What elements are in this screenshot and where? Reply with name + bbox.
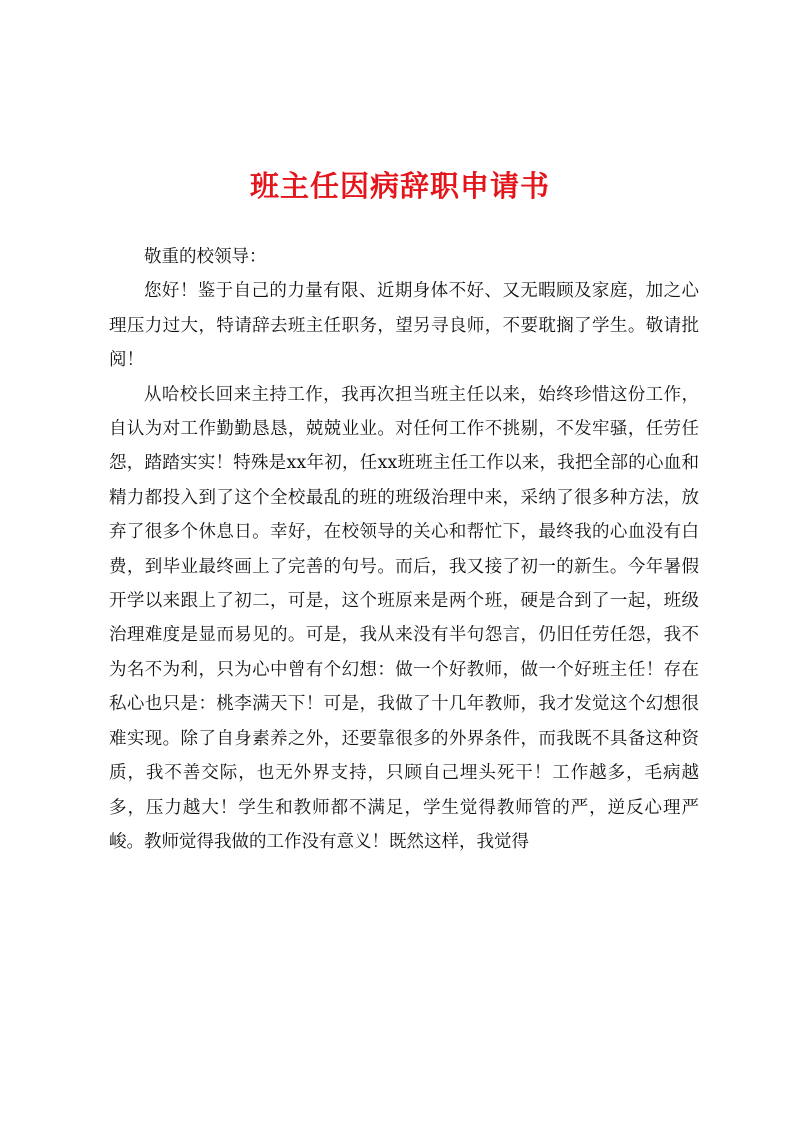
paragraph-main: 从哈校长回来主持工作，我再次担当班主任以来，始终珍惜这份工作，自认为对工作勤勤恳恳，兢兢业业。对任何工作不挑剔，不发牢骚，任劳任怨，踏踏实实！特殊是xx年初，任xx班班主任工作以来，我把全部的心血和精力都投入到了这个全校最乱的班的班级治理中来，采纳了很多种方法，放弃了很多个休息日。幸好，在校领导的关心和帮忙下，最终我的心血没有白费，到毕业最终画上了完善的句号。而后，我又接了初一的新生。今年暑假开学以来跟上了初二，可是，这个班原来是两个班，硬是合到了一起，班级治理难度是显而易见的。可是，我从来没有半句怨言，仍旧任劳任怨，我不为名不为利，只为心中曾有个幻想：做一个好教师，做一个好班主任！存在私心也只是：桃李满天下！可是，我做了十几年教师，我才发觉这个幻想很难实现。除了自身素养之外，还要靠很多的外界条件，而我既不具备这种资质，我不善交际，也无外界支持，只顾自己埋头死干！工作越多，毛病越多，压力越大！学生和教师都不满足，学生觉得教师管的严，逆反心理严峻。教师觉得我做的工作没有意义！既然这样，我觉得 xyxy=(109,384,699,852)
document-body xyxy=(109,240,699,859)
paragraph-greeting: 您好！鉴于自己的力量有限、近期身体不好、又无暇顾及家庭，加之心理压力过大，特请辞去班主任职务，望另寻良师，不要耽搁了学生。敬请批阅！ xyxy=(109,281,699,371)
salutation: 敬重的校领导： xyxy=(144,247,267,267)
document-title: 班主任因病辞职申请书 xyxy=(249,169,550,203)
